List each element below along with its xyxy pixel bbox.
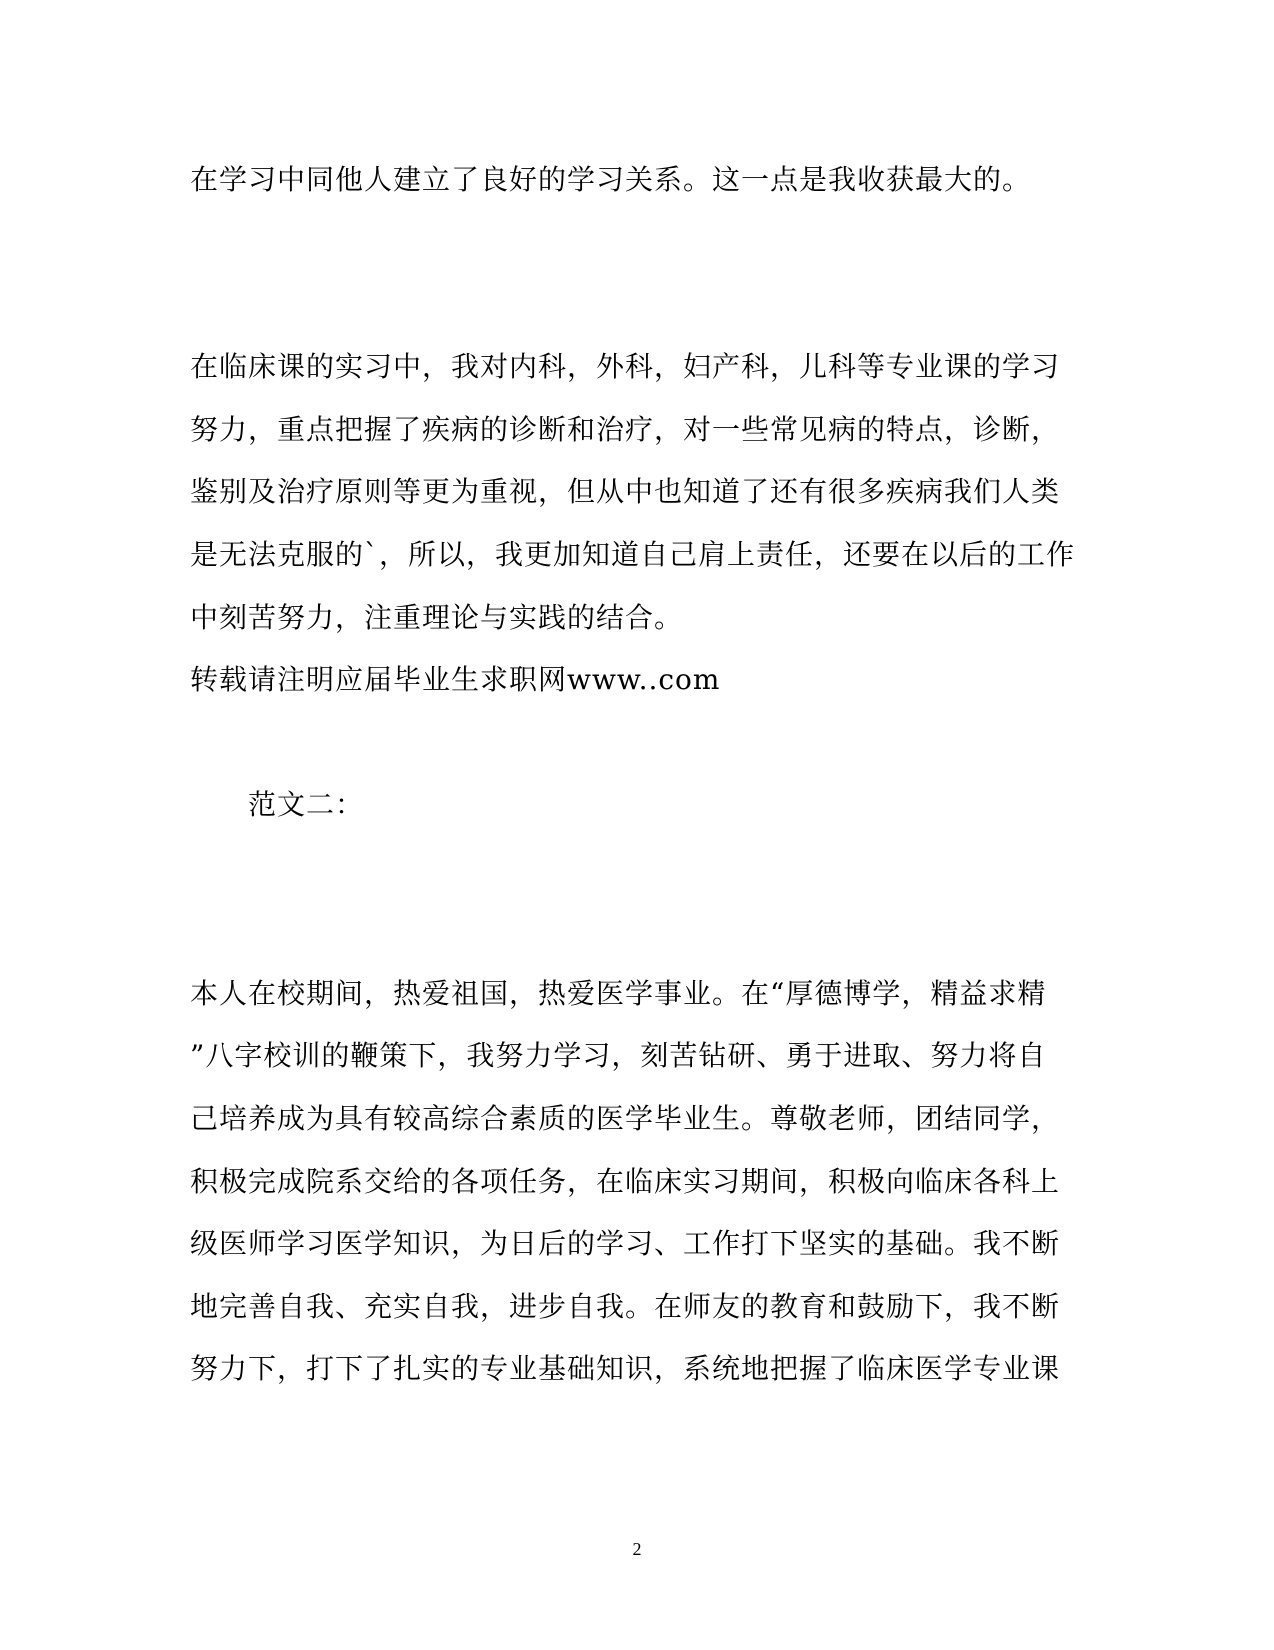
page-number: 2	[632, 1539, 642, 1559]
text-line: 是无法克服的`，所以，我更加知道自己肩上责任，还要在以后的工作	[190, 538, 1076, 571]
sample-heading: 范文二：	[248, 788, 365, 821]
text-line: 努力下，打下了扎实的专业基础知识，系统地把握了临床医学专业课	[190, 1352, 1061, 1385]
text-line: 地完善自我、充实自我，进步自我。在师友的教育和鼓励下，我不断	[190, 1290, 1061, 1323]
text-line: 中刻苦努力，注重理论与实践的结合。	[190, 601, 684, 634]
text-line: ”八字校训的鞭策下，我努力学习，刻苦钻研、勇于进取、努力将自	[190, 1039, 1047, 1072]
text-line: 积极完成院系交给的各项任务，在临床实习期间，积极向临床各科上	[190, 1165, 1061, 1198]
text-line: 在学习中同他人建立了良好的学习关系。这一点是我收获最大的。	[190, 163, 1032, 196]
text-line: 在临床课的实习中，我对内科，外科，妇产科，儿科等专业课的学习	[190, 350, 1061, 383]
text-line: 级医师学习医学知识，为日后的学习、工作打下坚实的基础。我不断	[190, 1227, 1061, 1260]
text-line: 鉴别及治疗原则等更为重视，但从中也知道了还有很多疾病我们人类	[190, 475, 1061, 508]
text-line: 己培养成为具有较高综合素质的医学毕业生。尊敬老师，团结同学，	[190, 1102, 1061, 1135]
text-line: 努力，重点把握了疾病的诊断和治疗，对一些常见病的特点，诊断，	[190, 413, 1061, 446]
text-line: 本人在校期间，热爱祖国，热爱医学事业。在“厚德博学，精益求精	[190, 977, 1047, 1010]
reprint-notice: 转载请注明应届毕业生求职网www..com	[190, 663, 721, 696]
